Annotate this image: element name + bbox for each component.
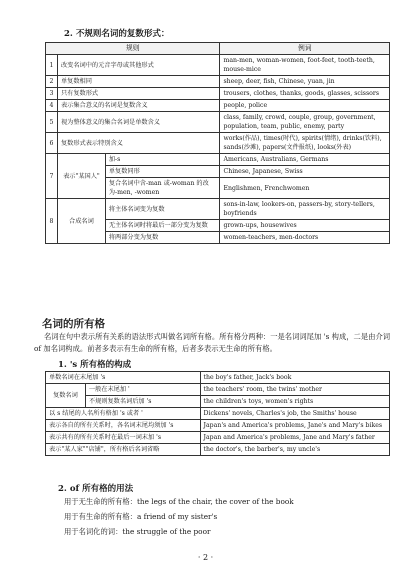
heading-of-possessive: 2. of 所有格的用法	[58, 484, 134, 494]
table-header-row	[46, 43, 390, 55]
rule-cell: 将主体名词变为复数	[105, 199, 220, 220]
row-number: 5	[46, 112, 58, 133]
page-number: · 2 ·	[197, 553, 214, 562]
example-cell: Dickens' novels, Charles's job, the Smiths' house	[200, 408, 389, 420]
rule-cell: 视为整体意义的集合名词是单数含义	[57, 112, 220, 133]
rule-cell: 不规则复数名词后加 's	[85, 396, 200, 408]
category-cell: 复数名词	[46, 384, 86, 408]
rule-cell: 单复数相同	[57, 76, 220, 88]
irregular-plural-table	[45, 42, 390, 244]
rule-cell: 无主体名词时将最后一部分变为复数	[105, 220, 220, 232]
rule-cell: 复数形式表示特别含义	[57, 133, 220, 154]
example-cell: the teachers' room, the twins' mother	[200, 384, 389, 396]
table-row	[46, 112, 390, 133]
rule-cell: 单数名词在末尾加 's	[46, 372, 201, 384]
row-number: 6	[46, 133, 58, 154]
example-cell: Chinese, Japanese, Swiss	[220, 166, 390, 178]
example-cell: the doctor's, the barber's, my uncle's	[200, 444, 389, 456]
example-cell: Japan's and America's problems, Jane's and Mary's bikes	[200, 420, 389, 432]
table-row	[46, 133, 390, 154]
of-usage-line: 用于名词化的词：the struggle of the poor	[64, 527, 211, 536]
example-cell: sons-in-law, lookers-on, passers-by, story-tellers, boyfriends	[220, 199, 390, 220]
rule-cell: 表示"某人家""店铺"，所有格后名词省略	[46, 444, 201, 456]
example-cell: Englishmen, Frenchwomen	[220, 178, 390, 199]
table-row	[46, 396, 390, 408]
table-row	[46, 76, 390, 88]
rule-cell: 只有复数形式	[57, 88, 220, 100]
category-cell: 合成名词	[57, 199, 105, 244]
row-number: 8	[46, 199, 58, 244]
example-cell: women-teachers, men-doctors	[220, 232, 390, 244]
row-number: 1	[46, 55, 58, 76]
rule-cell: 表示各自的所有关系时，各名词末尾均须加 's	[46, 420, 201, 432]
rule-cell: 复合名词中含-man 或-woman 的改为-men, -women	[105, 178, 220, 199]
row-number: 7	[46, 154, 58, 199]
example-cell: class, family, crowd, couple, group, government, population, team, public, enemy, party	[220, 112, 390, 133]
example-cell: works(作品), times(时代), spirits(情绪), drinks(饮料), sands(沙滩), papers(文件报纸), looks(外表)	[220, 133, 390, 154]
heading-irregular-plural: 2. 不规则名词的复数形式：	[64, 29, 170, 39]
rule-cell: 以 s 结尾的人名所有格加 's 或者 '	[46, 408, 201, 420]
row-number: 4	[46, 100, 58, 112]
row-number: 2	[46, 76, 58, 88]
of-usage-line: 用于无生命的所有格：the legs of the chair, the cover of the book	[64, 497, 294, 506]
of-usage-line: 用于有生命的所有格：a friend of my sister's	[64, 512, 218, 521]
example-cell: grown-ups, housewives	[220, 220, 390, 232]
rule-cell: 表示集合意义的名词是复数含义	[57, 100, 220, 112]
table-row	[46, 88, 390, 100]
rule-cell: 改变名词中的元音字母或其他形式	[57, 55, 220, 76]
table-row	[46, 408, 390, 420]
row-number: 3	[46, 88, 58, 100]
example-cell: the children's toys, women's rights	[200, 396, 389, 408]
example-cell: trousers, clothes, thanks, goods, glasses, scissors	[220, 88, 390, 100]
column-header-rule: 规则	[46, 43, 220, 55]
example-cell: people, police	[220, 100, 390, 112]
table-row	[46, 432, 390, 444]
example-cell: sheep, deer, fish, Chinese, yuan, jin	[220, 76, 390, 88]
table-row	[46, 372, 390, 384]
section-title: 名词的所有格	[42, 318, 105, 330]
heading-s-possessive: 1. 's 所有格的构成	[58, 360, 132, 370]
rule-cell: 一般在末尾加 '	[85, 384, 200, 396]
table-row	[46, 100, 390, 112]
rule-cell: 将两部分变为复数	[105, 232, 220, 244]
s-possessive-table	[45, 371, 390, 456]
rule-cell: 单复数同形	[105, 166, 220, 178]
rule-cell: 表示共有的所有关系时在最后一词末加 's	[46, 432, 201, 444]
table-row	[46, 199, 390, 220]
table-row	[46, 55, 390, 76]
category-cell: 表示"某国人"	[57, 154, 105, 199]
intro-paragraph: 名词在句中表示所有关系的语法形式叫做名词所有格。所有格分两种：一是名词词尾加 's 构成，二是由介词 of 加名词构成。前者多表示有生命的所有格，后者多表示无生命的所有格。	[34, 332, 391, 353]
column-header-example: 例词	[220, 43, 390, 55]
example-cell: Americans, Australians, Germans	[220, 154, 390, 166]
table-row	[46, 420, 390, 432]
table-row	[46, 384, 390, 396]
example-cell: Japan and America's problems, Jane and Mary's father	[200, 432, 389, 444]
table-row	[46, 444, 390, 456]
table-row	[46, 154, 390, 166]
example-cell: the boy's father, Jack's book	[200, 372, 389, 384]
example-cell: man-men, woman-women, foot-feet, tooth-teeth, mouse-mice	[220, 55, 390, 76]
rule-cell: 加-s	[105, 154, 220, 166]
